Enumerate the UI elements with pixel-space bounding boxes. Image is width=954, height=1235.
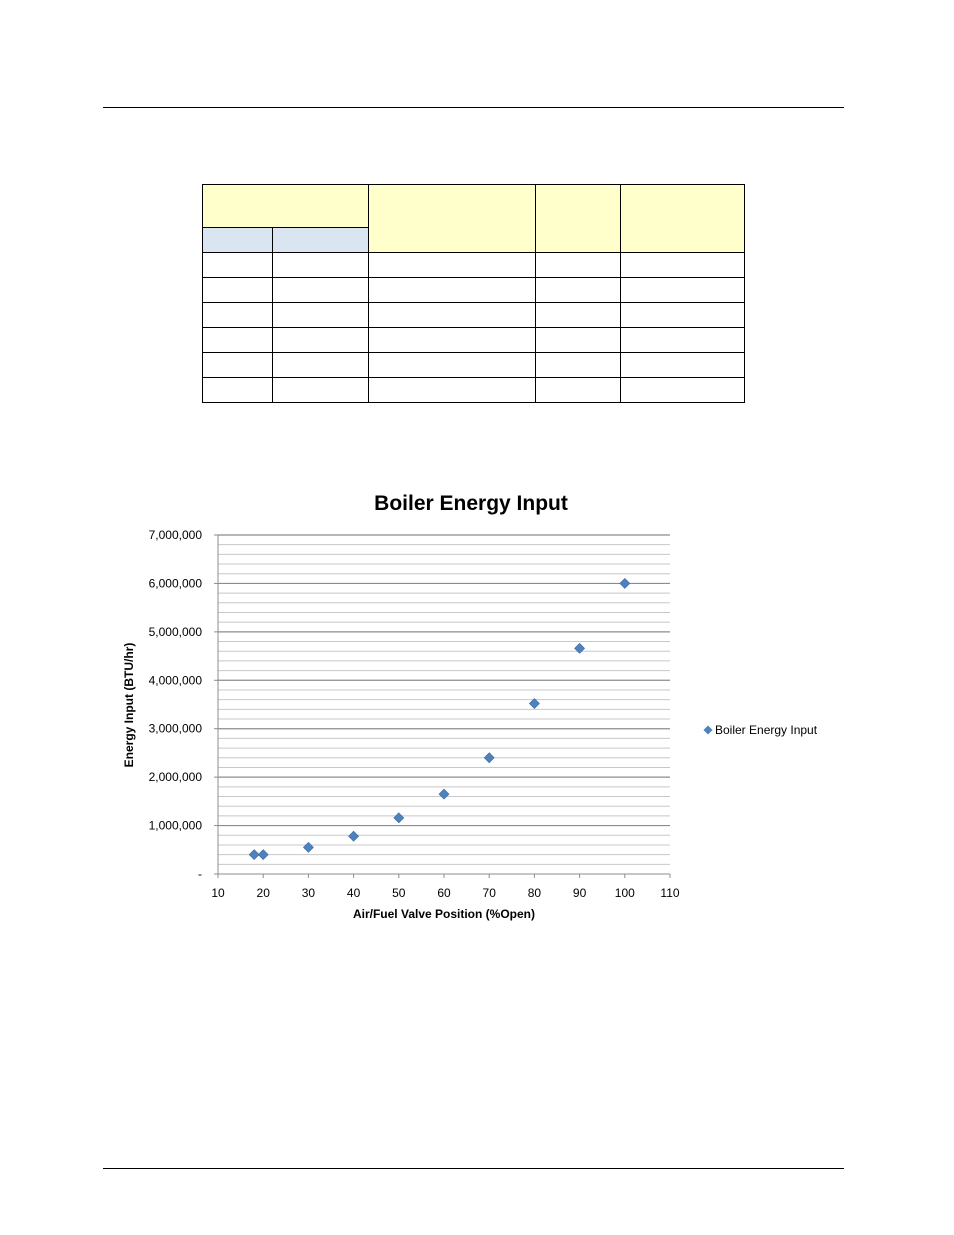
x-tick-labels — [211, 886, 680, 900]
table-row — [203, 353, 745, 378]
table-header-cell — [369, 185, 536, 253]
table-cell — [203, 353, 273, 378]
x-tick-label: 50 — [392, 886, 406, 900]
table-cell — [273, 378, 369, 403]
table-cell — [621, 328, 745, 353]
data-point — [439, 789, 449, 799]
table-cell — [621, 378, 745, 403]
table-row — [203, 328, 745, 353]
chart-legend — [704, 723, 818, 737]
x-tick-label: 110 — [660, 886, 680, 900]
y-tick-label: 4,000,000 — [148, 673, 202, 688]
table-cell — [203, 328, 273, 353]
data-point — [575, 643, 585, 653]
table-cell — [621, 253, 745, 278]
table-header-cell — [203, 185, 369, 228]
data-point — [484, 753, 494, 763]
table-cell — [369, 303, 536, 328]
y-tick-label: 5,000,000 — [148, 624, 202, 639]
x-tick-label: 40 — [346, 886, 361, 900]
table-cell — [536, 378, 621, 403]
table-cell — [369, 253, 536, 278]
table-cell — [536, 328, 621, 353]
table-cell — [536, 278, 621, 303]
y-tick-labels — [149, 528, 203, 881]
x-axis-label: Air/Fuel Valve Position (%Open) — [352, 907, 536, 921]
table-subheader-cell — [273, 228, 369, 253]
data-point — [249, 850, 259, 860]
y-tick-label: 3,000,000 — [148, 721, 202, 736]
y-tick-label: 1,000,000 — [148, 818, 202, 833]
y-tick-label: 7,000,000 — [148, 528, 202, 542]
table-cell — [369, 378, 536, 403]
x-tick-label: 30 — [301, 886, 316, 900]
table-cell — [203, 253, 273, 278]
chart-grid — [218, 535, 670, 864]
data-point — [349, 831, 359, 841]
table-subheader-cell — [203, 228, 273, 253]
table-cell — [203, 378, 273, 403]
y-tick-label: 6,000,000 — [148, 576, 202, 591]
header-rule — [103, 107, 844, 108]
table-cell — [536, 353, 621, 378]
legend-label: Boiler Energy Input — [715, 723, 818, 737]
x-tick-label: 80 — [527, 886, 542, 900]
table-cell — [273, 353, 369, 378]
y-axis-label: Energy Input (BTU/hr) — [122, 642, 136, 768]
legend-marker — [704, 726, 713, 735]
table-row — [203, 303, 745, 328]
x-tick-label: 60 — [437, 886, 451, 900]
x-tick-label: 20 — [256, 886, 270, 900]
data-point — [620, 578, 630, 588]
table-row — [203, 253, 745, 278]
x-tick-label: 10 — [211, 886, 225, 900]
table-cell — [369, 328, 536, 353]
y-tick-label: 2,000,000 — [148, 770, 202, 785]
x-tick-label: 90 — [572, 886, 587, 900]
data-point — [303, 842, 313, 852]
table-cell — [621, 303, 745, 328]
table-cell — [369, 353, 536, 378]
table-cell — [273, 278, 369, 303]
boiler-energy-chart — [0, 470, 954, 940]
table-header-cell — [536, 185, 621, 253]
table-cell — [536, 303, 621, 328]
table-cell — [203, 303, 273, 328]
table-row — [203, 378, 745, 403]
table-cell — [273, 328, 369, 353]
table-header-cell — [621, 185, 745, 253]
table-cell — [203, 278, 273, 303]
chart-axes — [214, 535, 670, 878]
table-cell — [621, 353, 745, 378]
table-row — [203, 278, 745, 303]
table-cell — [621, 278, 745, 303]
y-tick-label: - — [198, 867, 202, 881]
table-cell — [536, 253, 621, 278]
table-cell — [273, 303, 369, 328]
data-point — [258, 850, 268, 860]
chart-title: Boiler Energy Input — [374, 492, 568, 515]
data-point — [394, 813, 404, 823]
x-tick-label: 100 — [614, 886, 635, 900]
x-tick-label: 70 — [482, 886, 496, 900]
data-table — [202, 184, 745, 403]
footer-rule — [103, 1168, 844, 1169]
table-cell — [273, 253, 369, 278]
table-cell — [369, 278, 536, 303]
table-header-row — [203, 185, 745, 228]
